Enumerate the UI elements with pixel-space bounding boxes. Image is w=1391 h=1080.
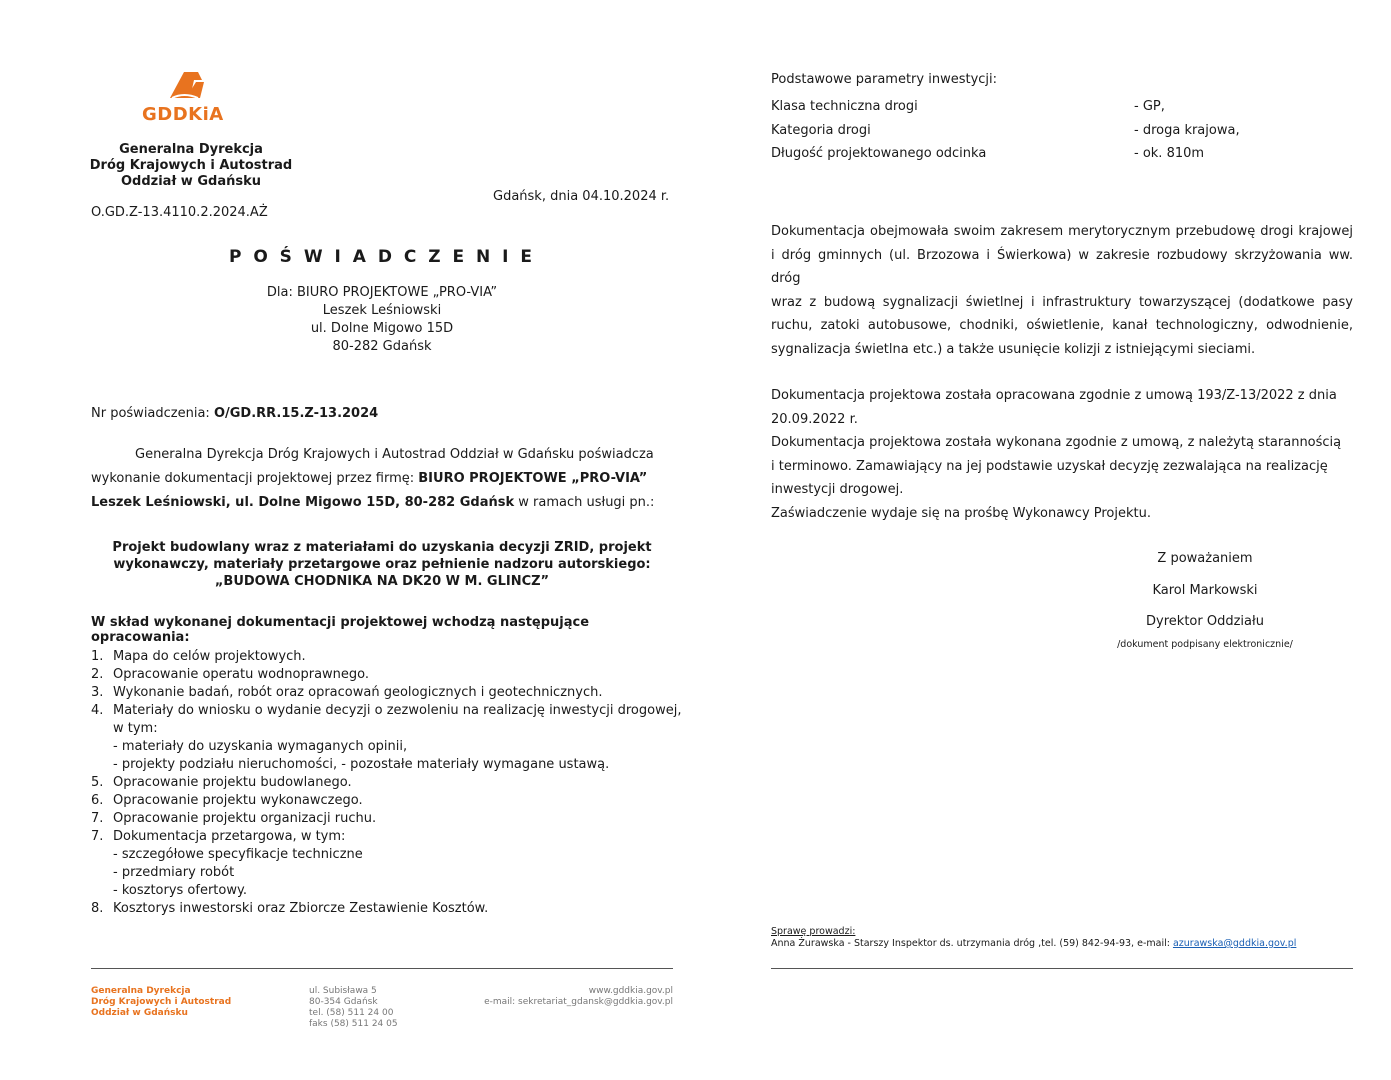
signature-title: Dyrektor Oddziału bbox=[1146, 614, 1264, 629]
scope-list-item bbox=[91, 684, 681, 702]
scope-list-item bbox=[91, 864, 681, 882]
params-heading: Podstawowe parametry inwestycji: bbox=[771, 72, 998, 87]
scope-list-item bbox=[91, 882, 681, 900]
scope-list bbox=[91, 648, 681, 918]
intro-line-3a: Leszek Leśniowski, ul. Dolne Migowo 15D, 80-282 Gdańsk bbox=[91, 495, 515, 510]
contact-block bbox=[771, 926, 1296, 950]
recipient-line-1: Dla: BIURO PROJEKTOWE „PRO-VIA” bbox=[266, 285, 498, 300]
signature-greeting: Z poważaniem bbox=[1157, 551, 1253, 566]
footer-street: ul. Subisława 5 bbox=[309, 986, 377, 996]
desc-p1-line-4: ruchu, zatoki autobusowe, chodniki, oświetlenie, kanał technologiczny, odwodnienie, bbox=[771, 318, 1353, 333]
scope-item-text: - szczegółowe specyfikacje techniczne bbox=[113, 847, 363, 862]
org-line-3: Oddział w Gdańsku bbox=[121, 174, 261, 189]
desc-p2-line-2: 20.09.2022 r. bbox=[771, 411, 858, 427]
intro-line-1: Generalna Dyrekcja Dróg Krajowych i Autostrad Oddział w Gdańsku poświadcza bbox=[135, 447, 654, 462]
logo-text: GDDKiA bbox=[142, 104, 224, 125]
params-row bbox=[771, 119, 1353, 143]
scope-heading bbox=[91, 615, 589, 645]
contact-label: Sprawę prowadzi: bbox=[771, 926, 856, 937]
footer-email-link[interactable]: e-mail: sekretariat_gdansk@gddkia.gov.pl bbox=[484, 997, 673, 1007]
signature-block bbox=[1105, 543, 1305, 652]
scope-heading-line-2: opracowania: bbox=[91, 630, 190, 645]
scope-list-item bbox=[91, 648, 681, 666]
params-value: - droga krajowa, bbox=[1134, 122, 1240, 138]
reference-number: O.GD.Z-13.4110.2.2024.AŻ bbox=[91, 205, 268, 220]
intro-paragraph bbox=[91, 443, 673, 515]
recipient-block bbox=[91, 284, 673, 356]
scope-item-text: Opracowanie projektu budowlanego. bbox=[113, 775, 352, 790]
params-value: - GP, bbox=[1134, 99, 1165, 114]
scope-item-text: Wykonanie badań, robót oraz opracowań geologicznych i geotechnicznych. bbox=[113, 685, 603, 700]
document-title: P O Ś W I A D C Z E N I E bbox=[228, 247, 536, 267]
project-line-2: wykonawczy, materiały przetargowe oraz pełnienie nadzoru autorskiego: bbox=[113, 557, 651, 572]
signature-name: Karol Markowski bbox=[1152, 582, 1258, 598]
scope-list-item bbox=[91, 774, 681, 792]
signature-note: /dokument podpisany elektronicznie/ bbox=[1117, 638, 1293, 650]
params-label: Długość projektowanego odcinka bbox=[771, 146, 987, 161]
cert-number bbox=[91, 406, 378, 421]
scope-list-item bbox=[91, 810, 681, 828]
intro-line-2b: BIURO PROJEKTOWE „PRO-VIA” bbox=[418, 471, 648, 486]
desc-p1-line-1: Dokumentacja obejmowała swoim zakresem merytorycznym przebudowę drogi krajowej bbox=[771, 224, 1353, 239]
description-block bbox=[771, 220, 1353, 525]
scope-item-text: - przedmiary robót bbox=[113, 865, 235, 880]
desc-p1-line-5: sygnalizacja świetlna etc.) a także usunięcie kolizji z istniejącymi sieciami. bbox=[771, 341, 1256, 357]
intro-line-2a: wykonanie dokumentacji projektowej przez firmę: bbox=[91, 471, 419, 486]
org-header bbox=[80, 142, 302, 190]
scope-item-number: 1. bbox=[91, 649, 104, 664]
contact-email-link[interactable]: azurawska@gddkia.gov.pl bbox=[1172, 938, 1297, 949]
scope-item-text: - projekty podziału nieruchomości, - pozostałe materiały wymagane ustawą. bbox=[113, 757, 610, 772]
cert-number-value: O/GD.RR.15.Z-13.2024 bbox=[213, 406, 379, 421]
desc-p3-line-1: Dokumentacja projektowa została wykonana zgodnie z umową, z należytą starannością bbox=[771, 435, 1342, 450]
recipient-line-4: 80-282 Gdańsk bbox=[332, 339, 432, 354]
scope-item-number: 7. bbox=[91, 829, 104, 844]
scope-item-text: - materiały do uzyskania wymaganych opinii, bbox=[113, 739, 408, 754]
scope-list-item bbox=[91, 828, 681, 846]
scope-list-item bbox=[91, 702, 681, 720]
org-line-1: Generalna Dyrekcja bbox=[119, 142, 263, 157]
params-row bbox=[771, 95, 1353, 119]
recipient-line-2: Leszek Leśniowski bbox=[322, 303, 442, 318]
scope-list-item bbox=[91, 666, 681, 684]
desc-p4: Zaświadczenie wydaje się na prośbę Wykonawcy Projektu. bbox=[771, 505, 1151, 521]
scope-item-number: 6. bbox=[91, 793, 104, 808]
scope-item-number: 2. bbox=[91, 667, 104, 682]
scope-heading-line-1: W skład wykonanej dokumentacji projektowej wchodzą następujące bbox=[91, 615, 590, 630]
footer-org-line-2: Dróg Krajowych i Autostrad bbox=[91, 997, 232, 1007]
contact-line bbox=[771, 938, 1296, 950]
footer-web bbox=[473, 986, 673, 1008]
footer-org-line-1: Generalna Dyrekcja bbox=[91, 986, 191, 996]
project-line-1: Projekt budowlany wraz z materiałami do uzyskania decyzji ZRID, projekt bbox=[112, 540, 652, 555]
scope-item-number: 4. bbox=[91, 703, 104, 718]
desc-p3-line-2: i terminowo. Zamawiający na jej podstawie uzyskał decyzję zezwalająca na realizację bbox=[771, 458, 1328, 474]
contact-text: Anna Żurawska - Starszy Inspektor ds. utrzymania dróg ,tel. (59) 842-94-93, e-mail: bbox=[771, 938, 1173, 949]
scope-list-item bbox=[91, 792, 681, 810]
gddkia-logo bbox=[140, 68, 232, 126]
scope-list-item bbox=[91, 720, 681, 738]
footer-website-link[interactable]: www.gddkia.gov.pl bbox=[588, 986, 673, 996]
scope-item-text: Dokumentacja przetargowa, w tym: bbox=[113, 829, 346, 844]
params-value: - ok. 810m bbox=[1134, 146, 1205, 161]
date-line: Gdańsk, dnia 04.10.2024 r. bbox=[493, 189, 670, 204]
scope-item-number: 8. bbox=[91, 901, 104, 916]
scope-item-number: 5. bbox=[91, 775, 104, 790]
footer-phone: tel. (58) 511 24 00 bbox=[309, 1008, 394, 1018]
scope-list-item bbox=[91, 756, 681, 774]
desc-p1-line-3: wraz z budową sygnalizacji świetlnej i infrastruktury towarzyszącej (dodatkowe pasy bbox=[771, 294, 1353, 310]
scope-item-text: Materiały do wniosku o wydanie decyzji o zezwoleniu na realizację inwestycji drogowej, bbox=[113, 703, 682, 718]
scope-item-number: 7. bbox=[91, 811, 104, 826]
intro-line-2 bbox=[91, 467, 673, 491]
scope-item-text: - kosztorys ofertowy. bbox=[113, 883, 247, 898]
scope-item-number: 3. bbox=[91, 685, 104, 700]
org-line-2: Dróg Krajowych i Autostrad bbox=[89, 158, 293, 173]
params-table bbox=[771, 95, 1353, 166]
params-label: Kategoria drogi bbox=[771, 122, 871, 138]
project-line-3: „BUDOWA CHODNIKA NA DK20 W M. GLINCZ” bbox=[214, 574, 550, 589]
project-name bbox=[91, 539, 673, 590]
intro-line-3b: w ramach usługi pn.: bbox=[514, 495, 655, 510]
footer-fax: faks (58) 511 24 05 bbox=[309, 1019, 398, 1029]
cert-number-label: Nr poświadczenia: bbox=[91, 406, 214, 421]
params-label: Klasa techniczna drogi bbox=[771, 99, 918, 114]
scope-list-item bbox=[91, 738, 681, 756]
footer-org bbox=[91, 986, 231, 1019]
footer-org-line-3: Oddział w Gdańsku bbox=[91, 1008, 188, 1018]
footer-address bbox=[309, 986, 398, 1030]
scope-item-text: Opracowanie operatu wodnoprawnego. bbox=[113, 667, 370, 682]
params-row bbox=[771, 142, 1353, 166]
desc-p2-line-1: Dokumentacja projektowa została opracowana zgodnie z umową 193/Z-13/2022 z dnia bbox=[771, 388, 1337, 403]
intro-line-3 bbox=[91, 491, 673, 515]
footer-city: 80-354 Gdańsk bbox=[309, 997, 378, 1007]
footer-divider-left bbox=[91, 968, 673, 969]
scope-item-text: Mapa do celów projektowych. bbox=[113, 649, 306, 664]
desc-p3-line-3: inwestycji drogowej. bbox=[771, 482, 904, 497]
scope-list-item bbox=[91, 900, 681, 918]
recipient-line-3: ul. Dolne Migowo 15D bbox=[310, 321, 454, 336]
footer-divider-right bbox=[771, 968, 1353, 969]
scope-item-text: Kosztorys inwestorski oraz Zbiorcze Zestawienie Kosztów. bbox=[113, 901, 489, 916]
scope-item-text: Opracowanie projektu organizacji ruchu. bbox=[113, 811, 377, 826]
desc-p1-line-2: i dróg gminnych (ul. Brzozowa i Świerkowa) w zakresie rozbudowy skrzyżowania ww. dróg bbox=[771, 247, 1353, 286]
scope-list-item bbox=[91, 846, 681, 864]
scope-item-text: Opracowanie projektu wykonawczego. bbox=[113, 793, 363, 808]
scope-item-text: w tym: bbox=[113, 721, 158, 736]
